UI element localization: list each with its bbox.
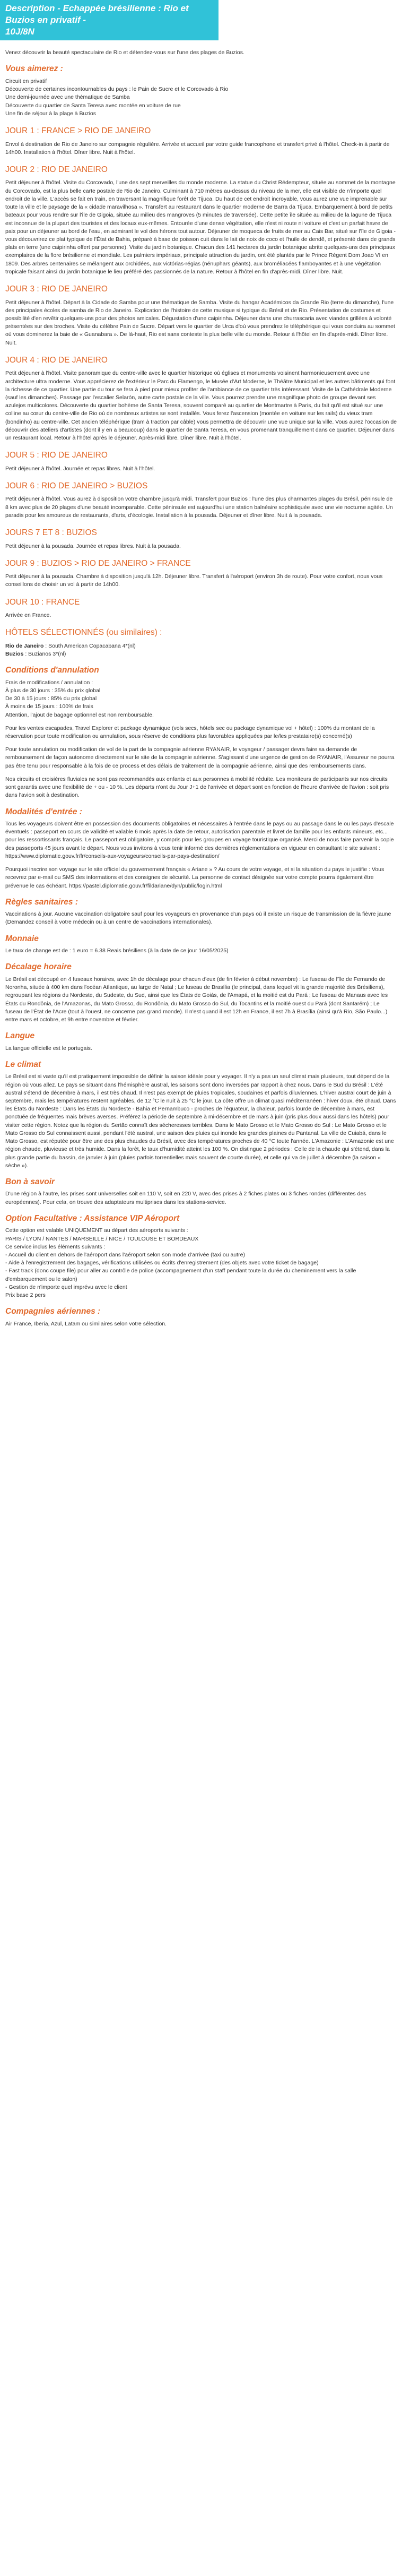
page-title-line1: Description - Echappée brésilienne : Rio et Buzios en privatif - [5,3,189,25]
annulation-fees [5,679,397,719]
monnaie-text: Le taux de change est de : 1 euro = 6.38 Reais brésiliens (à la date de ce jour 16/05/2025) [5,947,229,954]
langue-text: La langue officielle est le portugais. [5,1045,92,1052]
hotel-place: Buzios [5,651,24,658]
hotels-list [5,642,397,658]
bonasavoir-heading: Bon à savoir [5,1177,55,1186]
aimerez-list [5,77,397,118]
assistance-line: - Gestion de n'importe quel imprévu avec le client [5,1283,127,1290]
assistance-line: Ce service inclus les éléments suivants : [5,1243,106,1250]
decalage-heading: Décalage horaire [5,962,72,972]
page-title-line2: 10J/8N [5,26,34,37]
day-title: JOUR 3 : RIO DE JANEIRO [5,285,108,294]
assistance-line: - Fast track (donc coupe file) pour aller au contrôle de police (accompagnement d'un staff pendant toute la durée du cheminement vers la salle d'embarquement ou le salon) [5,1268,356,1282]
assistance-heading: Option Facultative : Assistance VIP Aéroport [5,1213,180,1223]
annulation-line: Frais de modifications / annulation : [5,679,93,686]
day-text: Petit déjeuner à l'hôtel. Visite du Corcovado, l'une des sept merveilles du monde moderne. La statue du Christ Rédempteur, située au sommet de la montagne du Corcovado, est la plus belle carte postale de Rio de Janeiro. Culminant à 710 mètres au-dessus du niveau de la mer, elle est visible de n'importe quel endroit de la ville. L'accès se fait en train, en traversant la magnifique forêt de Tijuca. Du haut de cet endroit incroyable, vous aurez une vue imprenable sur toute la ville et le paysage de la « cidade maravilhosa ». Transfert au restaurant dans le quartier moderne de Barra da Tijuca. Embarquement à bord de petits bateaux pour vous rendre sur l'île de Gigoia, située au milieu des mangroves (5 minutes de traversée). Cette petite île située au milieu de la lagune de Tijuca est inconnue de la plupart des touristes et des locaux eux-mêmes. Entourée d'une dense végétation, elle n'est ni route ni voiture et c'est un parfait havre de paix pour un déjeuner au bord de l'eau, en admirant le vol des hérons tout autour. Déjeuner de moqueca de fruits de mer au Cais Bar, situé sur l'île de Gigoia - vous découvrirez ce plat typique de l'État de Bahia, préparé à base de poisson cuit dans le lait de noix de coco et l'huile de dendê, et présenté dans de grands plats en terre (une caipirinha offert par personne). Visite du jardin botanique. Chacun des 141 hectares du jardin botanique abrite quelques-uns des principaux exemplaires de la flore brésilienne et mondiale. Les palmiers impériaux, principale attraction du jardin, ont été plantés par le Prince Régent Dom Joao VI en 1809. Des arbres centenaires se mélangent aux orchidées, aux victórias-régias (nénuphars géants), aux broméliacées flamboyantes et à une végétation tropicale faisant ainsi du jardin botanique le lieu préféré des passionnés de la nature. Retour à l'hôtel en fin d'après-midi. Dîner libre. Nuit. [5,179,396,275]
monnaie-heading: Monnaie [5,934,39,943]
day-title: JOURS 7 ET 8 : BUZIOS [5,528,97,538]
day-text: Petit déjeuner à la pousada. Journée et repas libres. Nuit à la pousada. [5,542,181,549]
annulation-circuits: Nos circuits et croisières fluviales ne sont pas recommandés aux enfants et aux personnes à mobilité réduite. Les moniteurs de participants sur nos circuits sont garantis avec une flexibilité de + ou - 10 %. Les départs n'ont du Jour J+1 de l'arrivée et départ sont en fonction de l'heure d'arrivée de l'avion : soit pris dans l'avion soit à destination. [5,776,389,799]
annulation-line: Attention, l'ajout de bagage optionnel est non remboursable. [5,711,154,718]
assistance-line: - Aide à l'enregistrement des bagages, vérifications utilisées ou écrits d'enregistrement (des objets avec votre ticket de bagage) [5,1260,319,1267]
annulation-line: De 30 à 15 jours : 85% du prix global [5,695,97,702]
hotel-place: Rio de Janeiro [5,642,44,649]
hotel-name: : South American Copacabana 4*(nl) [43,642,136,649]
day-title: JOUR 9 : BUZIOS > RIO DE JANEIRO > FRANCE [5,558,191,568]
langue-heading: Langue [5,1031,35,1041]
bonasavoir-text: D'une région à l'autre, les prises sont universelles soit en 110 V, soit en 220 V, avec des prises à 2 fiches plates ou 3 fiches rondes (différentes des européennes). Pour cela, on trouve des adaptateurs multiprises dans les stations-service. [5,1191,366,1205]
assistance-line: PARIS / LYON / NANTES / MARSEILLE / NICE / TOULOUSE ET BORDEAUX [5,1235,199,1242]
sanitaires-text: Vaccinations à jour. Aucune vaccination obligatoire sauf pour les voyageurs en provenance d'un pays où il existe un risque de transmission de la fièvre jaune (Demandez conseil à votre médecin ou à un centre de vaccinations internationales). [5,911,391,926]
aimerez-heading: Vous aimerez : [5,64,63,74]
assistance-line: Prix base 2 pers [5,1292,46,1299]
climat-heading: Le climat [5,1059,41,1069]
climat-text: Le Brésil est si vaste qu'il est pratiquement impossible de définir la saison idéale pour y voyager. Il n'y a pas un seul climat mais plusieurs, tout dépend de la région où vous allez. Le pays se situant dans l'hémisphère austral, les saisons sont donc inversées par rapport à chez nous. Dans le Sud du Brésil : L'été austral s'étend de décembre à mars, il est très chaud. Il n'est pas exempt de pluies tropicales, soudaines et parfois diluviennes. L'hiver austral court de juin à septembre, mais les températures restent agréables, de 12 °C le nuit à 25 °C le jour. La côte offre un climat quasi méditerranéen : hiver doux, été chaud. Dans les États du Nordeste : Dans les États du Nordeste - Bahia et Pernambuco - proches de l'équateur, la chaleur, parfois lourde de décembre à mars, est ponctuée de fréquentes mais brèves averses. Préférez la période de septembre à mi-décembre et de mars à juin (pris plus doux aussi dans les hôtels) pour visiter cette région. Notez que la région du Sertão connaît des sécheresses terribles. Dans le Mato Grosso et le Mato Grosso do Sul : Le Mato Grosso et le Mato Grosso do Sul connaissent aussi, pendant l'été austral, une saison des pluies qui inonde les grandes plaines du Pantanal. La ville de Cuiabá, dans le Mato Grosso, est réputée pour être une des plus chaudes du Brésil, avec des températures proches de 40 °C toute l'année. L'Amazonie : L'Amazonie est une région chaude, pluvieuse et très humide. Dans la forêt, le taux d'humidité atteint les 100 %. On distingue 2 périodes : Celle de la chaude qui s'étend, dans la plus grande partie du bassin, de janvier à juin (pluies parfois torrentielles mais souvent de courte durée), et celle qui va de juillet à décembre (la saison « sèche »). [5,1073,396,1169]
hotel-name: : Buzianos 3*(nl) [23,651,66,658]
aimerez-item: Une fin de séjour à la plage à Buzios [5,110,97,117]
aimerez-item: Découverte de certaines incontournables du pays : le Pain de Sucre et le Corcovado à Rio [5,86,229,93]
day-title: JOUR 1 : FRANCE > RIO DE JANEIRO [5,126,151,136]
decalage-text: Le Brésil est découpé en 4 fuseaux horaires, avec 1h de décalage pour chacun d'eux (de fin février à début novembre) : Le fuseau de l'île de Fernando de Noronha, située à 400 km dans l'océan Atlantique, au large de Natal ; Le fuseau de Brasília (le principal, dans lequel vit la grande majorité des Brésiliens), regroupant les régions du Nordeste, du Sudeste, du Sud, ainsi que les États de Goiás, de l'Amapá, et la moitié est du Pará ; Le fuseau de Manaus avec les États du Rondônia, de l'Amazonas, du Mato Grosso, du Rondônia, du Mato Grosso do Sul, du Tocantins et la moitié ouest du Pará (dont Santarém) ; Le fuseau de l'État de l'Acre (tout à l'ouest, ne concerne pas grand monde). Il n'est quand il est 12h en France, il est 7h à Brasília (ainsi qu'à Rio, São Paulo...) entre mars et octobre, et 9h entre novembre et février. [5,976,388,1023]
day-title: JOUR 4 : RIO DE JANEIRO [5,355,108,365]
aimerez-item: Une demi-journée avec une thématique de Samba [5,94,130,101]
hotels-heading: HÔTELS SÉLECTIONNÉS (ou similaires) : [5,628,162,637]
day-text: Envol à destination de Rio de Janeiro sur compagnie régulière. Arrivée et accueil par votre guide francophone et transfert privé à l'hôtel. Check-in à partir de 14h00. Installation à l'hôtel. Dîner libre. Nuit à l'hôtel. [5,141,390,156]
aimerez-item: Découverte du quartier de Santa Teresa avec montée en voiture de rue [5,102,181,109]
hotel-item [5,650,397,658]
day-title: JOUR 2 : RIO DE JANEIRO [5,165,108,174]
formalites-ariane: Pourquoi inscrire son voyage sur le site officiel du gouvernement français « Ariane » ? Au cours de votre voyage, et si la situation du pays le justifie : Vous recevrez par e-mail ou SMS des informations et des consignes de sécurité. La personne de contact désignée sur votre compte pourra également être prévenue le cas échéant. https://pastel.diplomatie.gouv.fr/fildariane/dyn/public/login.html [5,866,384,889]
day-title: JOUR 6 : RIO DE JANEIRO > BUZIOS [5,481,148,490]
annulation-heading: Conditions d'annulation [5,666,99,675]
assistance-line: - Accueil du client en dehors de l'aéroport dans l'aéroport selon son mode d'arrivée (taxi ou autre) [5,1251,245,1258]
day-text: Petit déjeuner à l'hôtel. Vous aurez à disposition votre chambre jusqu'à midi. Transfert pour Buzios : l'une des plus charmantes plages du Brésil, péninsule de 8 km avec plus de 20 plages d'une beauté incomparable. Cette péninsule est aujourd'hui une station balnéaire sophistiquée avec une vie nocturne agitée. Un paradis pour les amoureux de restaurants, d'arts, d'écologie. Installation à la pousada. Déjeuner et dîner libre. Nuit à la pousada. [5,496,393,519]
annulation-line: À moins de 15 jours : 100% de frais [5,703,93,710]
formalites-heading: Modalités d'entrée : [5,807,82,816]
title-banner [0,0,219,40]
day-title: JOUR 10 : FRANCE [5,597,80,607]
day-text: Petit déjeuner à la pousada. Chambre à disposition jusqu'à 12h. Déjeuner libre. Transfert à l'aéroport (environ 3h de route). Pour votre confort, nous vous conseillons de choisir un vol à partir de 14h00. [5,573,383,588]
formalites-documents: Tous les voyageurs doivent être en possession des documents obligatoires et nécessaires à l'entrée dans le pays ou au passage dans le ou les pays d'escale éventuels : passeport en cours de validité et valable 6 mois après la date de retour, autorisation parentale et livret de famille pour les enfants mineurs, etc... pour les ressortissants français. Le passeport est obligatoire, y compris pour les groupes en voyage touristique organisé. Merci de nous faire parvenir la copie des passeports 45 jours avant le départ. Nous vous invitons à vous tenir informé des dernières réglementations en vigueur en consultant le site suivant : https://www.diplomatie.gouv.fr/fr/conseils-aux-voyageurs/conseils-par-pays-destination/ [5,821,394,859]
sanitaires-heading: Règles sanitaires : [5,897,78,907]
annulation-ryanair: Pour toute annulation ou modification de vol de la part de la compagnie aérienne RYANAIR, le voyageur / passager devra faire sa demande de remboursement de façon autonome directement sur le site de la compagnie aérienne. S'agissant d'une urgence de gestion de RYANAIR, l'Assureur ne pourra pas être tenu pour responsable à la fois de ce process et des délais de traitement de la compagnie aérienne, ainsi que des remboursements dans. [5,746,395,769]
intro-text: Venez découvrir la beauté spectaculaire de Rio et détendez-vous sur l'une des plages de Buzios. [5,49,244,56]
assistance-list [5,1227,397,1299]
day-text: Arrivée en France. [5,612,51,619]
assistance-line: Cette option est valable UNIQUEMENT au départ des aéroports suivants : [5,1227,188,1234]
compagnies-text: Air France, Iberia, Azul, Latam ou similaires selon votre sélection. [5,1320,167,1327]
day-text: Petit déjeuner à l'hôtel. Journée et repas libres. Nuit à l'hôtel. [5,465,155,472]
day-text: Petit déjeuner à l'hôtel. Départ à la Cidade do Samba pour une thématique de Samba. Visite du hangar Académicos da Grande Rio (terre du dimanche), l'une des principales écoles de samba de Rio de Janeiro. Explication de l'histoire de cette musique si typique du Brésil et de Rio. Présentation de costumes et possibilité d'en revêtir quelques-uns pour des photos amicales. Dégustation d'une caipirinha. Déjeuner dans une churrascaria avec viandes grillées à volonté présentées sur des broches. Visite du célèbre Pain de Sucre. Départ vers le quartier de Urca d'où vous prendrez le téléphérique qui vous conduira au sommet où vous dominerez la baie de « Guanabara ». De là-haut, Rio est sans conteste la plus belle ville du monde. Retour à l'hôtel en fin d'après-midi. Dîner libre. Nuit. [5,299,395,346]
day-title: JOUR 5 : RIO DE JANEIRO [5,451,108,460]
annulation-packages: Pour les ventes escapades, Travel Explorer et package dynamique (vols secs, hôtels sec ou package dynamique vol + hôtel) : 100% du montant de la réservation pour toute modification ou annulation, sous réserve de conditions plus favorables appliquées par le/les prestataire(s) concerné(s) [5,725,375,740]
compagnies-heading: Compagnies aériennes : [5,1307,101,1316]
hotel-item [5,642,397,650]
aimerez-item: Circuit en privatif [5,77,47,84]
annulation-line: À plus de 30 jours : 35% du prix global [5,687,101,694]
day-text: Petit déjeuner à l'hôtel. Visite panoramique du centre-ville avec le quartier historique où églises et monuments voisinent harmonieusement avec une architecture ultra moderne. Vous apprécierez de l'extérieur le Parc du Flamengo, le Musée d'Art Moderne, le Théâtre Municipal et les autres bâtiments qui font la richesse de ce quartier. Une partie du tour se fera à pied pour mieux profiter de l'ambiance de ce quartier très intéressant. Visite de la Cathédrale Moderne (sauf les dimanches). Passage par l'escalier Selarón, autre carte postale de la ville. Vous pourrez prendre une magnifique photo de groupe devant ses azulejos multicolores. Découverte du quartier bohème de Santa Teresa, souvent comparé au quartier de Montmartre à Paris, du fait qu'il est situé sur une colline au cœur du centre-ville de Rio où de nombreux artistes se sont installés. Vous ferez l'ascension (montée en voiture sur les rails) du vieux tram (bondinho) au centre-ville. Cet ancien téléphérique (tram à traction par câble) vous permettra de découvrir une vue unique sur la ville. Vous aurez l'occasion de découvrir des ateliers d'artistes (dont il y en a beaucoup) dans le quartier de Santa Teresa, en vous promenant tranquillement dans ce quartier. Déjeuner dans un restaurant local. Retour à l'hôtel après le déjeuner. Après-midi libre. Dîner libre. Nuit à l'hôtel. [5,370,397,442]
